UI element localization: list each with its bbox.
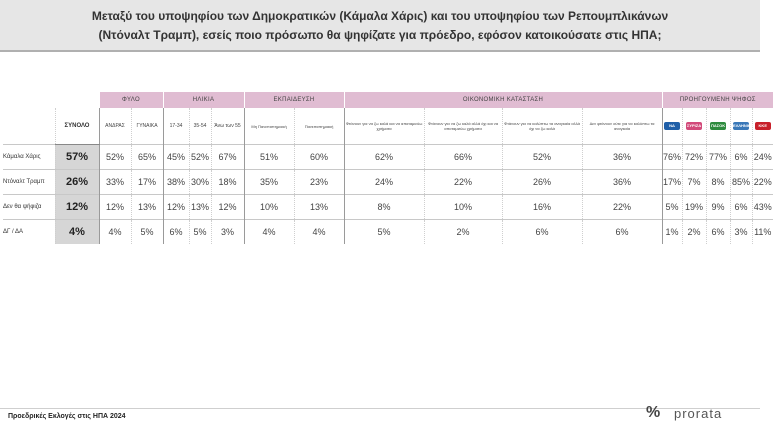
table-cell: 52% xyxy=(99,145,131,170)
table-cell: 6% xyxy=(582,220,662,245)
table-cell: 6% xyxy=(163,220,189,245)
table-cell: 66% xyxy=(424,145,502,170)
table-cell: 11% xyxy=(752,220,773,245)
group-previous-vote: ΠΡΟΗΓΟΥΜΕΝΗ ΨΗΦΟΣ xyxy=(662,92,773,108)
table-cell: 52% xyxy=(502,145,582,170)
table-cell: 24% xyxy=(752,145,773,170)
title-line-1: Μεταξύ του υποψηφίου των Δημοκρατικών (Κάμαλα Χάρις) και του υποψηφίου των Ρεπουμπλικάνων xyxy=(91,9,669,23)
table-cell: 4% xyxy=(99,220,131,245)
elliniki-lysi-logo-icon: ΕΛΛΗΝΙΚΗ ΛΥΣΗ xyxy=(733,123,754,136)
table-row xyxy=(3,220,773,245)
row-total: 57% xyxy=(55,145,99,170)
sub-header-econ-essentials: Φτάνουν για να καλύπτω τα αναγκαία αλλά όχι να ζω καλά xyxy=(502,108,582,145)
table-cell: 9% xyxy=(706,195,730,220)
poll-table xyxy=(3,92,773,244)
table-cell: 5% xyxy=(131,220,163,245)
table-cell: 2% xyxy=(682,220,706,245)
sub-header-econ-insufficient: Δεν φτάνουν ούτε για να καλύπτω τα αναγκαία xyxy=(582,108,662,145)
table-cell: 38% xyxy=(163,170,189,195)
table-cell: 62% xyxy=(344,145,424,170)
group-gender: ΦΥΛΟ xyxy=(99,92,163,108)
table-cell: 13% xyxy=(131,195,163,220)
row-label: Ντόναλτ Τραμπ xyxy=(3,170,55,195)
sub-header-econ-save: Φτάνουν για να ζω καλά και να αποταμιεύω χρήματα xyxy=(344,108,424,145)
row-total: 26% xyxy=(55,170,99,195)
table-row xyxy=(3,145,773,170)
sub-header-econ-live-well: Φτάνουν για να ζω καλά αλλά όχι και να αποταμιεύω χρήματα xyxy=(424,108,502,145)
table-cell: 45% xyxy=(163,145,189,170)
table-cell: 5% xyxy=(189,220,211,245)
table-cell: 2% xyxy=(424,220,502,245)
table-cell: 51% xyxy=(244,145,294,170)
row-label: Δεν θα ψήφιζα xyxy=(3,195,55,220)
table-row xyxy=(3,195,773,220)
table-cell: 3% xyxy=(211,220,244,245)
sub-header-row xyxy=(3,108,773,145)
sub-header-age-17-34: 17-34 xyxy=(163,108,189,145)
table-cell: 3% xyxy=(730,220,752,245)
sub-header-men: ΑΝΔΡΑΣ xyxy=(99,108,131,145)
table-cell: 22% xyxy=(424,170,502,195)
row-label: Κάμαλα Χάρις xyxy=(3,145,55,170)
table-cell: 35% xyxy=(244,170,294,195)
table-cell: 33% xyxy=(99,170,131,195)
table-cell: 77% xyxy=(706,145,730,170)
table-cell: 6% xyxy=(730,145,752,170)
table-cell: 24% xyxy=(344,170,424,195)
table-cell: 6% xyxy=(706,220,730,245)
title-line-2: (Ντόναλτ Τραμπ), εσείς ποιο πρόσωπο θα ψηφίζατε για πρόεδρο, εφόσον κατοικούσατε στις ΗΠΑ; xyxy=(98,28,662,42)
sub-header-women: ΓΥΝΑΙΚΑ xyxy=(131,108,163,145)
group-economic: ΟΙΚΟΝΟΜΙΚΗ ΚΑΤΑΣΤΑΣΗ xyxy=(344,92,662,108)
table-cell: 6% xyxy=(730,195,752,220)
table-cell: 60% xyxy=(294,145,344,170)
table-cell: 5% xyxy=(344,220,424,245)
table-cell: 36% xyxy=(582,145,662,170)
total-header: ΣΥΝΟΛΟ xyxy=(55,108,99,145)
table-cell: 67% xyxy=(211,145,244,170)
table-cell: 4% xyxy=(294,220,344,245)
table-cell: 18% xyxy=(211,170,244,195)
table-cell: 10% xyxy=(424,195,502,220)
table-cell: 19% xyxy=(682,195,706,220)
group-age: ΗΛΙΚΙΑ xyxy=(163,92,244,108)
table-cell: 6% xyxy=(502,220,582,245)
table-cell: 17% xyxy=(131,170,163,195)
logo-wordmark: prorata xyxy=(674,406,723,421)
table-cell: 8% xyxy=(344,195,424,220)
group-education: ΕΚΠΑΙΔΕΥΣΗ xyxy=(244,92,344,108)
table-cell: 72% xyxy=(682,145,706,170)
group-header-row xyxy=(3,92,773,108)
table-cell: 16% xyxy=(502,195,582,220)
table-cell: 5% xyxy=(662,195,682,220)
row-label: ΔΓ / ΔΑ xyxy=(3,220,55,245)
table-cell: 12% xyxy=(211,195,244,220)
table-cell: 26% xyxy=(502,170,582,195)
prorata-logo xyxy=(646,403,756,425)
table-cell: 8% xyxy=(706,170,730,195)
table-cell: 22% xyxy=(752,170,773,195)
table-cell: 4% xyxy=(244,220,294,245)
table-cell: 13% xyxy=(189,195,211,220)
sub-header-age-35-54: 35-54 xyxy=(189,108,211,145)
footer-caption: Προεδρικές Εκλογές στις ΗΠΑ 2024 xyxy=(8,413,126,420)
kke-logo-icon: ΚΚΕ xyxy=(755,122,771,130)
party-pasok-header xyxy=(706,108,730,145)
table-cell: 13% xyxy=(294,195,344,220)
table-cell: 12% xyxy=(99,195,131,220)
table-cell: 23% xyxy=(294,170,344,195)
table-cell: 43% xyxy=(752,195,773,220)
row-total: 4% xyxy=(55,220,99,245)
table-cell: 17% xyxy=(662,170,682,195)
table-cell: 1% xyxy=(662,220,682,245)
table-row xyxy=(3,170,773,195)
table-cell: 10% xyxy=(244,195,294,220)
table-cell: 85% xyxy=(730,170,752,195)
table-cell: 36% xyxy=(582,170,662,195)
table-cell: 12% xyxy=(163,195,189,220)
party-kke-header xyxy=(752,108,773,145)
party-elliniki-lysi-header xyxy=(730,108,752,145)
party-syriza-header xyxy=(682,108,706,145)
row-total: 12% xyxy=(55,195,99,220)
table-cell: 65% xyxy=(131,145,163,170)
table-cell: 76% xyxy=(662,145,682,170)
table-cell: 7% xyxy=(682,170,706,195)
nd-logo-icon: ΝΔ xyxy=(664,122,680,130)
table-cell: 30% xyxy=(189,170,211,195)
party-nd-header xyxy=(662,108,682,145)
table-cell: 22% xyxy=(582,195,662,220)
sub-header-university: Πανεπιστημιακή xyxy=(294,108,344,145)
sub-header-non-university: Μη Πανεπιστημιακή xyxy=(244,108,294,145)
title-band xyxy=(0,0,760,52)
syriza-logo-icon: ΣΥΡΙΖΑ xyxy=(686,123,702,128)
data-body xyxy=(3,145,773,245)
sub-header-age-55-plus: Άνω των 55 xyxy=(211,108,244,145)
pasok-logo-icon: ΠΑΣΟΚ xyxy=(710,123,726,128)
table-cell: 52% xyxy=(189,145,211,170)
percent-icon: % xyxy=(646,404,661,421)
